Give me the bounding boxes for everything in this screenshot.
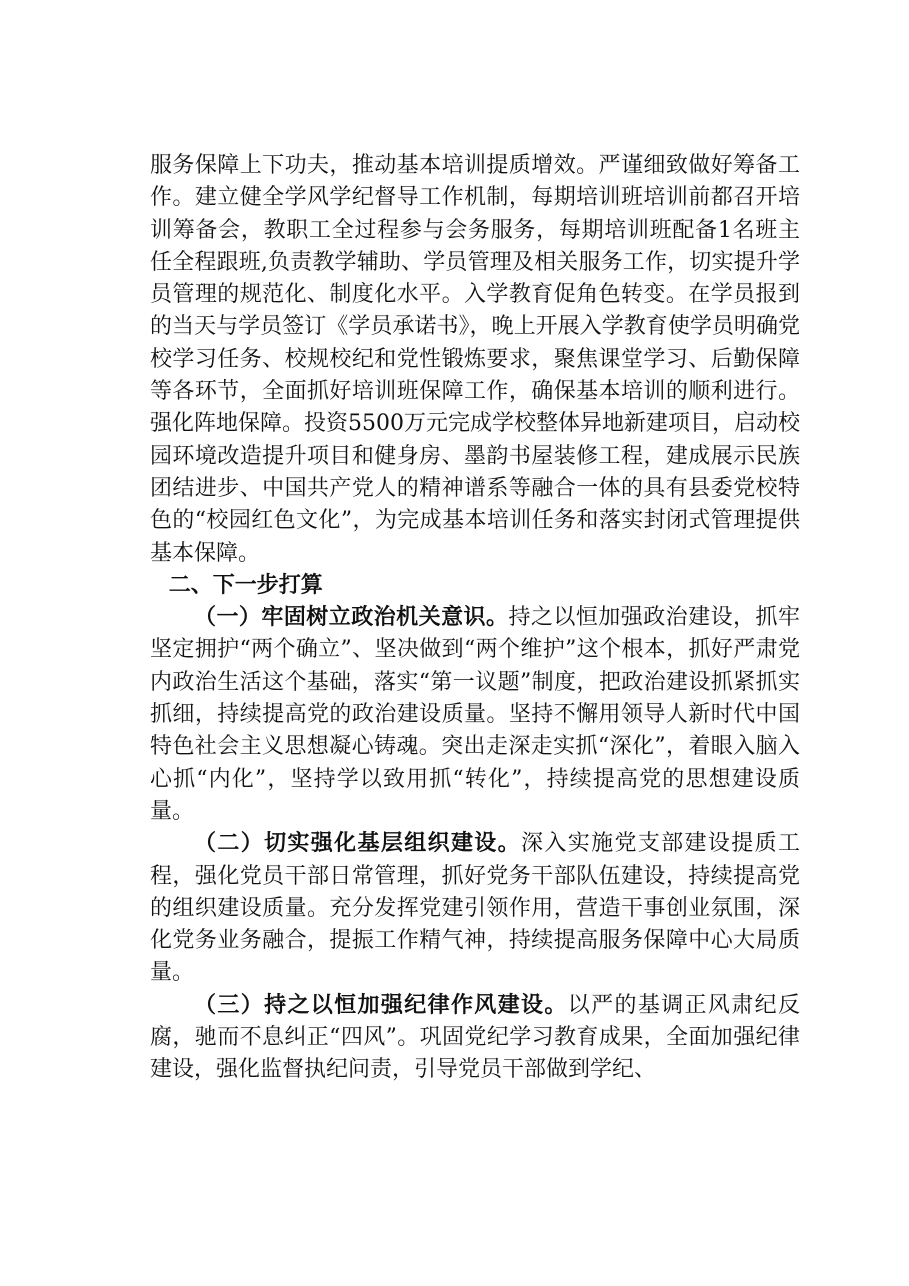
subheading-political-awareness: （一）牢固树立政治机关意识。 [194,605,509,631]
paragraph-discipline-style [150,990,800,1087]
paragraph-training-support: 服务保障上下功夫，推动基本培训提质增效。严谨细致做好筹备工作。建立健全学风学纪督导工作机制，每期培训班培训前都召开培训筹备会，教职工全过程参与会务服务，每期培训班配备1名班主任全程跟班,负责教学辅助、学员管理及相关服务工作，切实提升学员管理的规范化、制度化水平。入学教育促角色转变。在学员报到的当天与学员签订《学员承诺书》，晚上开展入学教育使学员明确党校学习任务、校规校纪和党性锻炼要求，聚焦课堂学习、后勤保障等各环节，全面抓好培训班保障工作，确保基本培训的顺利进行。强化阵地保障。投资5500万元完成学校整体异地新建项目，启动校园环境改造提升项目和健身房、墨韵书屋装修工程，建成展示民族团结进步、中国共产党人的精神谱系等融合一体的具有县委党校特色的“校园红色文化”，为完成基本培训任务和落实封闭式管理提供基本保障。 [150,153,800,566]
section-heading-next-steps: 二、下一步打算 [168,572,323,598]
subheading-discipline-style: （三）持之以恒加强纪律作风建设。 [194,992,568,1018]
paragraph-political-awareness-body: 持之以恒加强政治建设，抓牢坚定拥护“两个确立”、坚决做到“两个维护”这个根本，抓好严肃党内政治生活这个基础，落实“第一议题”制度，把政治建设抓紧抓实抓细，持续提高党的政治建设质量。坚持不懈用领导人新时代中国特色社会主义思想凝心铸魂。突出走深走实抓“深化”，着眼入脑入心抓“内化”，坚持学以致用抓“转化”，持续提高党的思想建设质量。 [150,605,800,824]
paragraph-discipline-style-body: 以严的基调正风肃纪反腐，驰而不息纠正“四风”。巩固党纪学习教育成果，全面加强纪律建设，强化监督执纪问责，引导党员干部做到学纪、 [150,992,800,1083]
paragraph-political-awareness [150,602,800,828]
paragraph-grassroots-organization-body: 深入实施党支部建设提质工程，强化党员干部日常管理，抓好党务干部队伍建设，持续提高党的组织建设质量。充分发挥党建引领作用，营造干事创业氛围，深化党务业务融合，提振工作精气神，持续提高服务保障中心大局质量。 [150,831,800,986]
subheading-grassroots-organization: （二）切实强化基层组织建设。 [194,831,522,857]
paragraph-grassroots-organization [150,828,800,989]
document-page [150,150,800,1087]
